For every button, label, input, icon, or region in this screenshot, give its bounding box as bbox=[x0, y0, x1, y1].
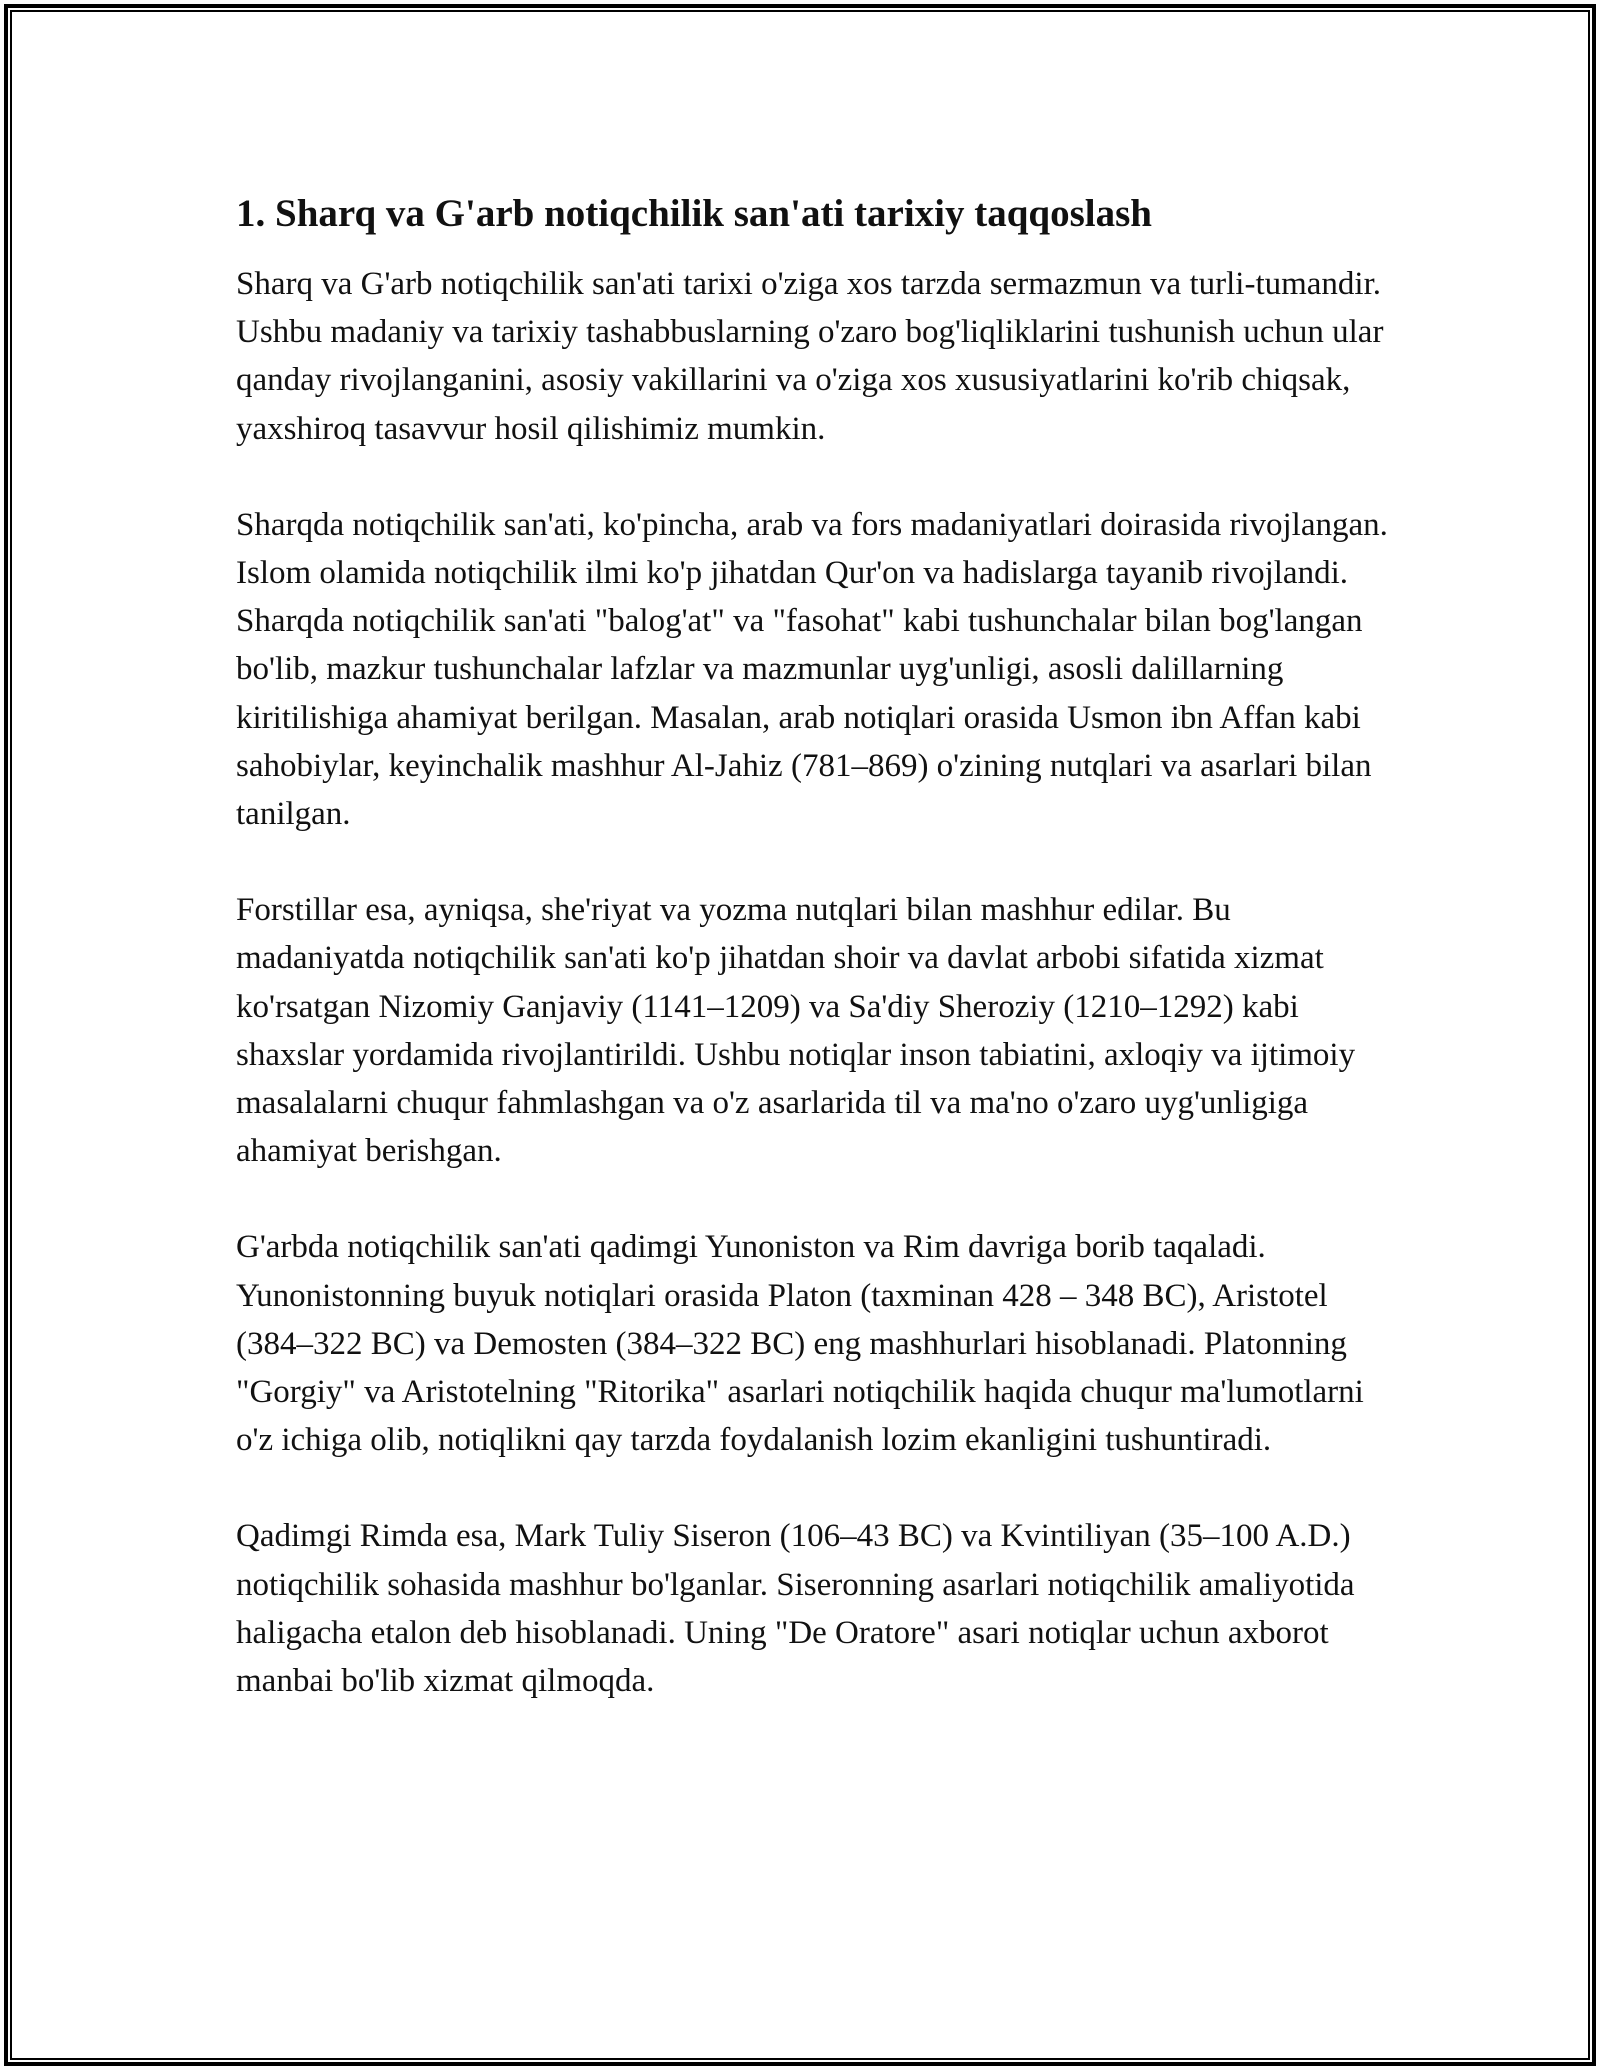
section-heading: 1. Sharq va G'arb notiqchilik san'ati tarixiy taqqoslash bbox=[236, 192, 1152, 235]
paragraph-east: Sharqda notiqchilik san'ati, ko'pincha, arab va fors madaniyatlari doirasida rivojlangan. Islom olamida notiqchilik ilmi ko'p jihatdan Qur'on va hadislarga tayanib rivojlandi. Sharqda notiqchilik san'ati "balog'at" va "fasohat" kabi tushunchalar bilan bog'langan bo'lib, mazkur tushunchalar lafzlar va mazmunlar uyg'unligi, asosli dalillarning kiritilishiga ahamiyat berilgan. Masalan, arab notiqlari orasida Usmon ibn Affan kabi sahobiylar, keyinchalik mashhur Al-Jahiz (781–869) o'zining nutqlari va asarlari bilan tanilgan. bbox=[236, 506, 1388, 833]
paragraph-intro: Sharq va G'arb notiqchilik san'ati tarixi o'ziga xos tarzda sermazmun va turli-tumandir. Ushbu madaniy va tarixiy tashabbuslarning o'zaro bog'liqliklarini tushunish uchun ular qanday rivojlanganini, asosiy vakillarini va o'ziga xos xususiyatlarini ko'rib chiqsak, yaxshiroq tasavvur hosil qilishimiz mumkin. bbox=[236, 266, 1384, 447]
document-body bbox=[236, 190, 1396, 1753]
paragraph-persia: Forstillar esa, ayniqsa, she'riyat va yozma nutqlari bilan mashhur edilar. Bu madaniyatda notiqchilik san'ati ko'p jihatdan shoir va davlat arbobi sifatida xizmat ko'rsatgan Nizomiy Ganjaviy (1141–1209) va Sa'diy Sheroziy (1210–1292) kabi shaxslar yordamida rivojlantirildi. Ushbu notiqlar inson tabiatini, axloqiy va ijtimoiy masalalarni chuqur fahmlashgan va o'z asarlarida til va ma'no o'zaro uyg'unligiga ahamiyat berishgan. bbox=[236, 892, 1356, 1170]
paragraph-west: G'arbda notiqchilik san'ati qadimgi Yunoniston va Rim davriga borib taqaladi. Yunonistonning buyuk notiqlari orasida Platon (taxminan 428 – 348 BC), Aristotel (384–322 BC) va Demosten (384–322 BC) eng mashhurlari hisoblanadi. Platonning "Gorgiy" va Aristotelning "Ritorika" asarlari notiqchilik haqida chuqur ma'lumotlarni o'z ichiga olib, notiqlikni qay tarzda foydalanish lozim ekanligini tushuntiradi. bbox=[236, 1229, 1364, 1459]
paragraph-rome: Qadimgi Rimda esa, Mark Tuliy Siseron (106–43 BC) va Kvintiliyan (35–100 A.D.) notiqchilik sohasida mashhur bo'lganlar. Siseronning asarlari notiqchilik amaliyotida haligacha etalon deb hisoblanadi. Uning "De Oratore" asari notiqlar uchun axborot manbai bo'lib xizmat qilmoqda. bbox=[236, 1518, 1355, 1700]
